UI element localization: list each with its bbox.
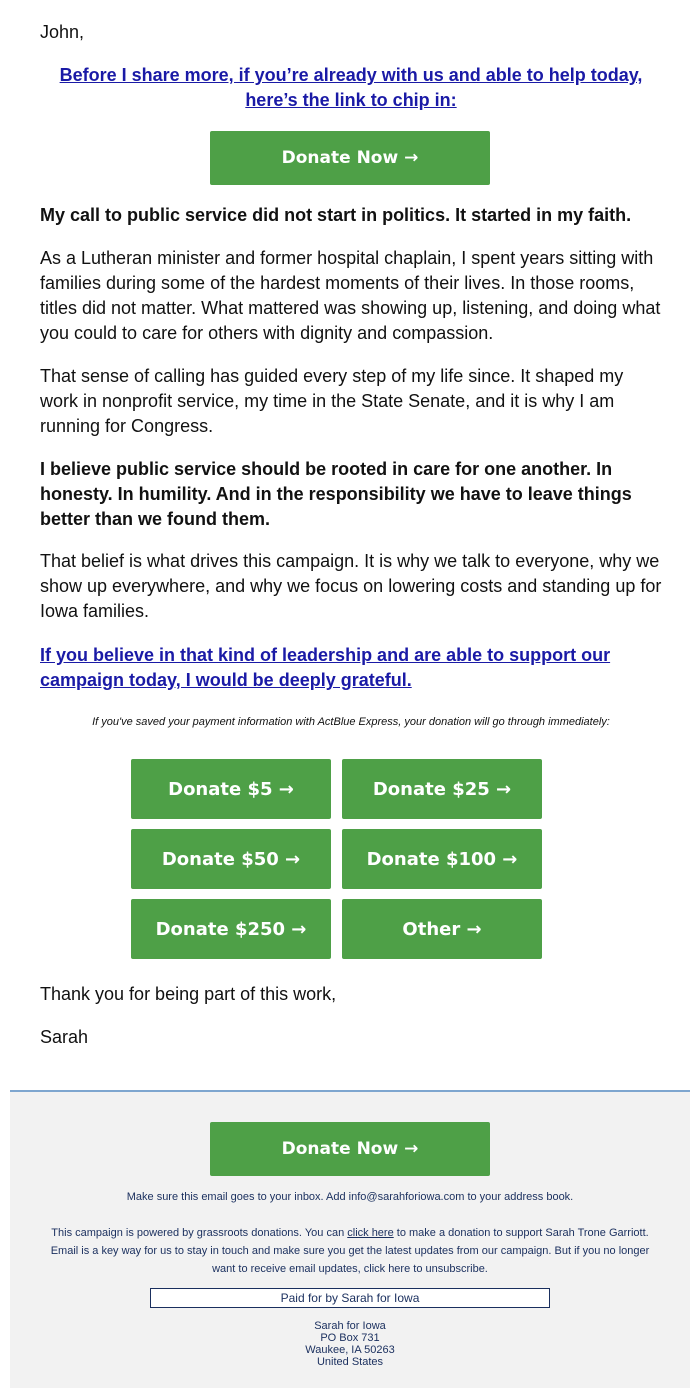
belief-paragraph: I believe public service should be rooted in care for one another. In honesty. In humility. And in the responsibility we have to leave things better than we found them. xyxy=(40,459,632,529)
address-line: PO Box 731 xyxy=(320,1332,380,1344)
inbox-note: Make sure this email goes to your inbox. Add info@sarahforiowa.com to your address book. xyxy=(126,1191,574,1203)
address-line: Sarah for Iowa xyxy=(314,1320,386,1332)
donate-100-button[interactable]: Donate $100 → xyxy=(342,829,542,889)
click-here-link[interactable]: click here xyxy=(347,1227,394,1239)
donate-25-button[interactable]: Donate $25 → xyxy=(342,759,542,819)
calling-paragraph: That sense of calling has guided every step of my life since. It shaped my work in nonprofit service, my time in the State Senate, and it is why I am running for Congress. xyxy=(40,366,624,436)
donate-50-button[interactable]: Donate $50 → xyxy=(131,829,331,889)
footer-donate-now-button[interactable]: Donate Now → xyxy=(210,1122,490,1176)
support-campaign-link[interactable]: If you believe in that kind of leadership and are able to support our campaign today, I would be deeply grateful. xyxy=(40,645,611,690)
cta-paragraph xyxy=(40,643,640,693)
donate-250-button[interactable]: Donate $250 → xyxy=(131,899,331,959)
faith-statement: My call to public service did not start in politics. It started in my faith. xyxy=(40,205,632,225)
powered-suffix: to make a donation to support Sarah Trone Garriott. Email is a key way for us to stay in touch and make sure you get the latest updates from our campaign. But if you no longer want to receive email updates, click here to unsubscribe. xyxy=(50,1227,650,1275)
actblue-express-note: If you've saved your payment information with ActBlue Express, your donation will go through immediately: xyxy=(92,716,610,728)
campaign-paragraph: That belief is what drives this campaign. It is why we talk to everyone, why we show up everywhere, and why we focus on lowering costs and standing up for Iowa families. xyxy=(40,551,662,621)
greeting: John, xyxy=(40,22,85,42)
powered-prefix: This campaign is powered by grassroots donations. You can xyxy=(51,1227,348,1239)
signature: Sarah xyxy=(40,1027,89,1047)
intro-paragraph xyxy=(40,63,662,113)
paid-for-box: Paid for by Sarah for Iowa xyxy=(150,1288,550,1308)
mailing-address xyxy=(10,1320,690,1368)
chaplain-paragraph: As a Lutheran minister and former hospital chaplain, I spent years sitting with families during some of the hardest moments of their lives. In those rooms, titles did not matter. What mattered was showing up, listening, and doing what you could to care for others with dignity and compassion. xyxy=(40,248,661,343)
donate-5-button[interactable]: Donate $5 → xyxy=(131,759,331,819)
powered-by-text xyxy=(40,1224,660,1278)
email-footer xyxy=(10,1090,690,1388)
address-line: United States xyxy=(316,1356,384,1368)
chip-in-link[interactable]: Before I share more, if you’re already with us and able to help today, here’s the link to chip in: xyxy=(59,65,643,110)
donate-now-button[interactable]: Donate Now → xyxy=(210,131,490,185)
address-line: Waukee, IA 50263 xyxy=(305,1344,395,1356)
closing-line: Thank you for being part of this work, xyxy=(40,984,337,1004)
donate-other-button[interactable]: Other → xyxy=(342,899,542,959)
